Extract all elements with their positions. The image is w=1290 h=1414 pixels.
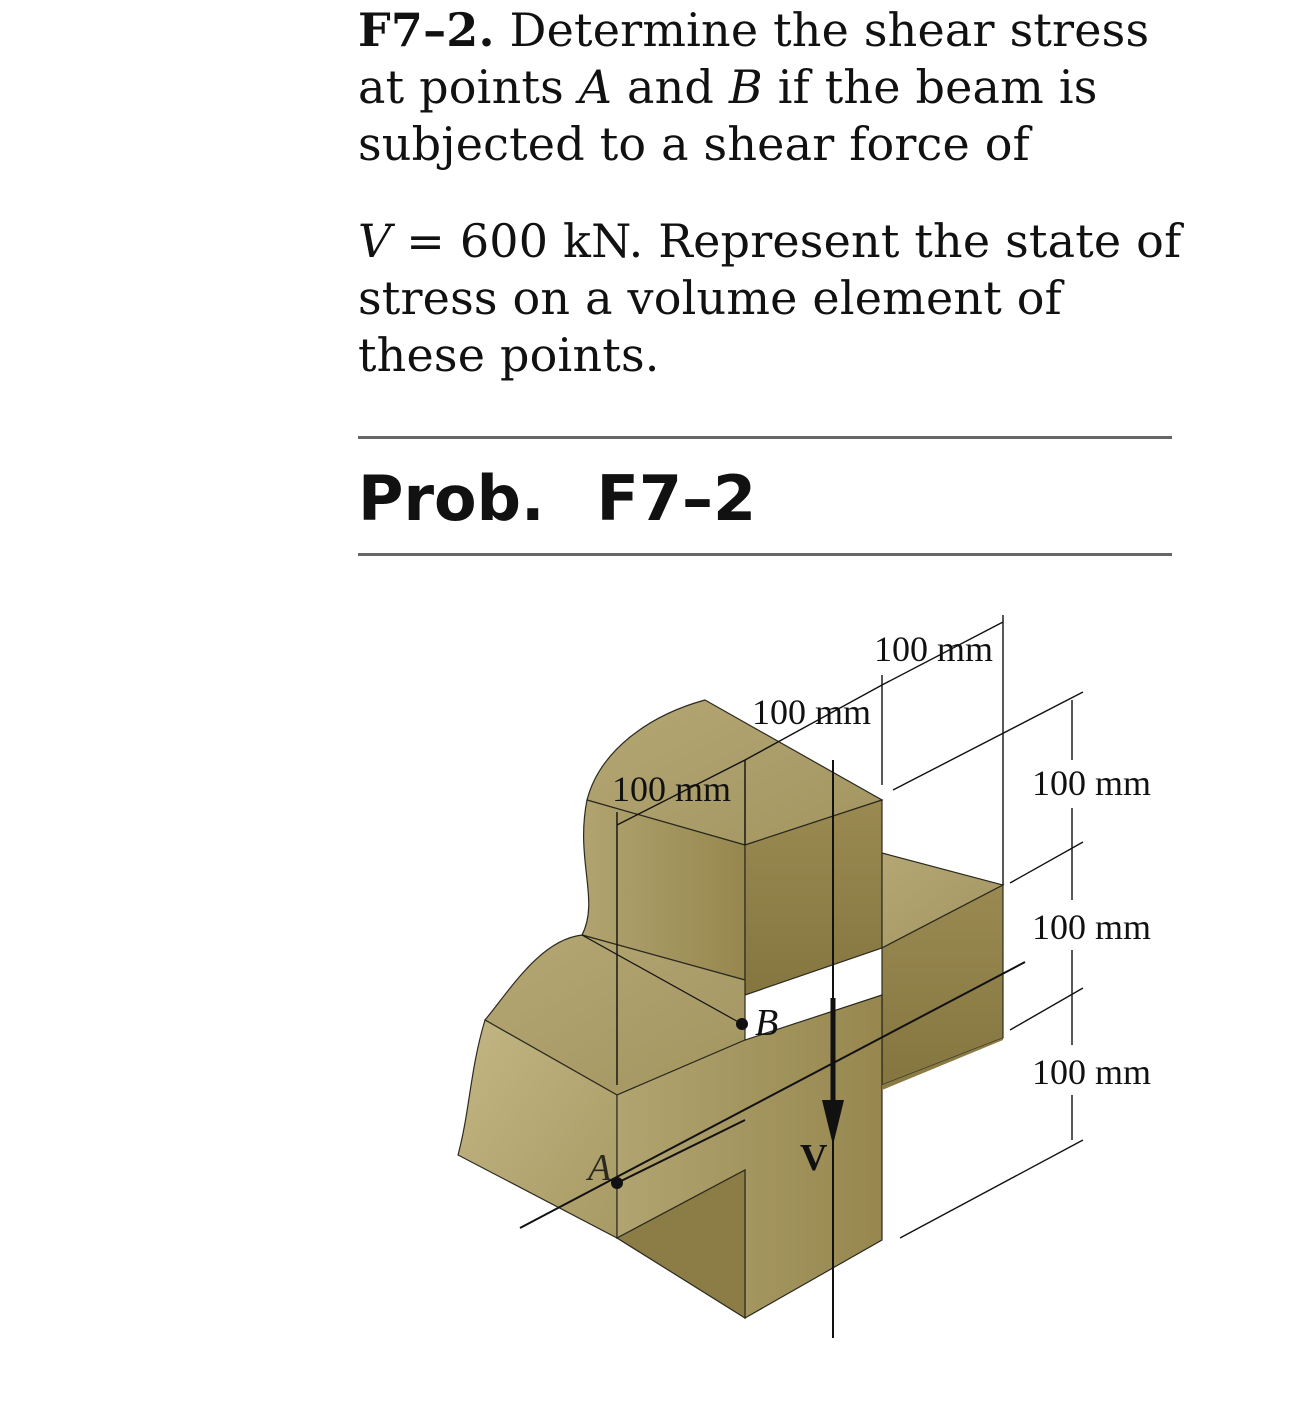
problem-paragraph-2 <box>358 213 1188 384</box>
figure-caption <box>358 462 756 536</box>
problem-text-and: and <box>626 60 715 114</box>
force-symbol: V <box>358 214 392 268</box>
label-shear-v: V <box>800 1137 828 1179</box>
dim-right-top: 100 mm <box>1032 763 1152 803</box>
force-equals: = <box>406 214 445 268</box>
dim-top-web: 100 mm <box>752 692 872 732</box>
caption-prefix: Prob. <box>358 462 545 535</box>
caption-id: F7–2 <box>596 462 757 535</box>
label-point-b: B <box>755 1002 779 1044</box>
point-a-marker <box>611 1177 623 1189</box>
point-a-ref: A <box>578 60 613 114</box>
problem-statement <box>358 2 1188 384</box>
right-arm <box>882 853 1003 1085</box>
force-value: 600 kN. <box>459 214 644 268</box>
problem-text-1: Determine the shear stress at points <box>358 3 1150 114</box>
dim-right-middle: 100 mm <box>1032 907 1152 947</box>
dim-right-bottom: 100 mm <box>1032 1052 1152 1092</box>
dim-left-width: 100 mm <box>612 769 732 809</box>
caption-rule-top <box>358 436 1172 439</box>
problem-paragraph-1 <box>358 2 1188 173</box>
point-b-ref: B <box>728 60 763 114</box>
problem-number: F7–2. <box>358 3 495 57</box>
beam-figure <box>0 600 1290 1390</box>
problem-text-2: if the beam is subjected to a shear force of <box>358 60 1098 171</box>
dim-top-flange: 100 mm <box>874 629 994 669</box>
label-point-a: A <box>588 1147 612 1189</box>
problem-text-3: Represent the state of stress on a volume element of these points. <box>358 214 1182 382</box>
caption-rule-bottom <box>358 553 1172 556</box>
